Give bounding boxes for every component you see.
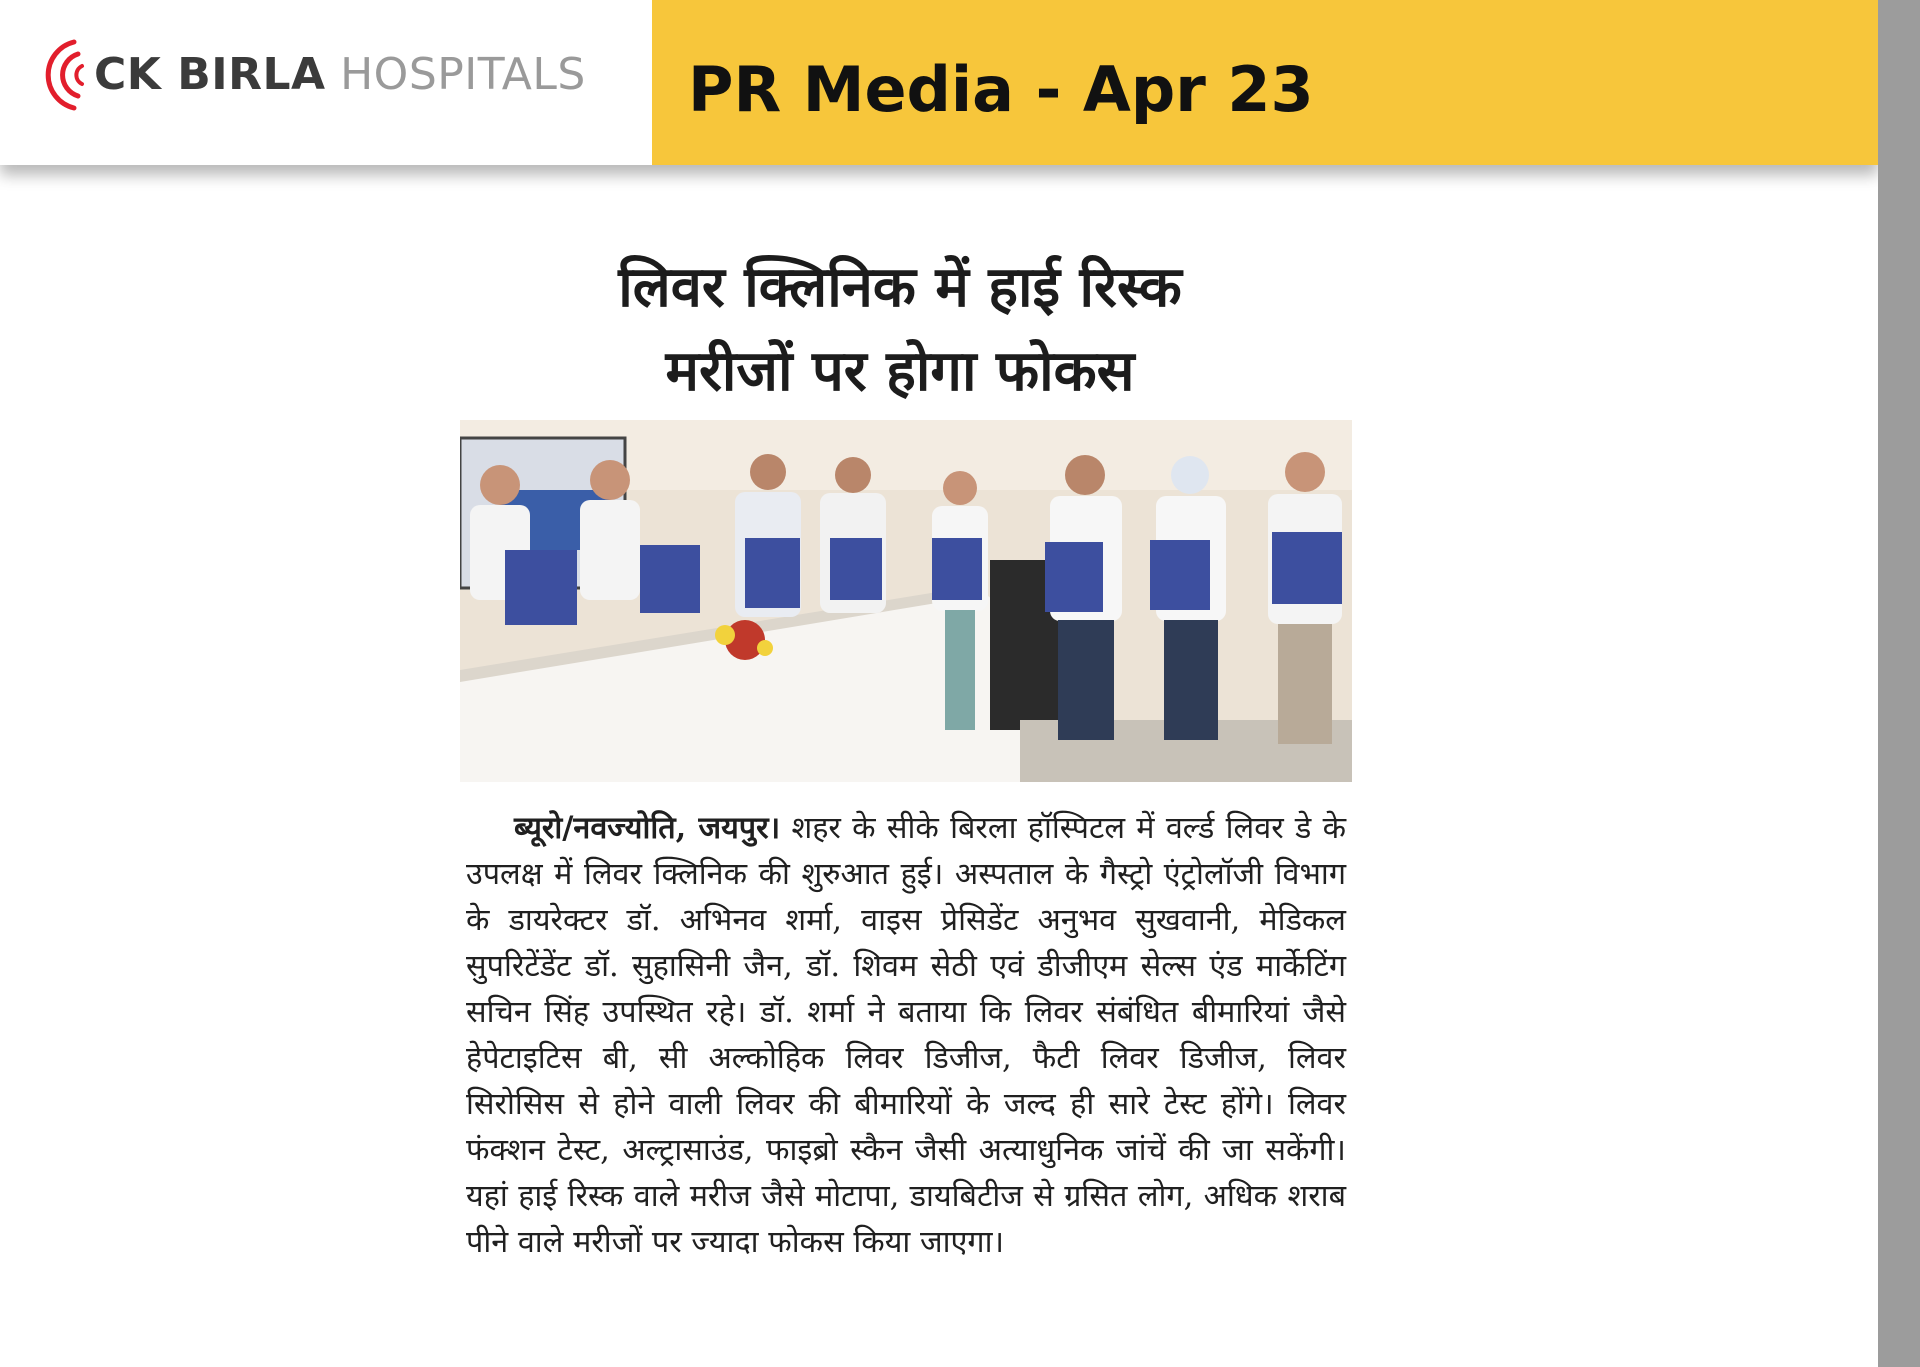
- logo-text: [94, 48, 586, 102]
- logo-sub-text: HOSPITALS: [340, 49, 586, 100]
- ck-birla-logo: [34, 36, 604, 116]
- page-header: [0, 0, 1878, 165]
- newspaper-clipping: [440, 225, 1360, 1345]
- article-body: [466, 805, 1346, 1266]
- article-headline: [440, 245, 1360, 413]
- logo-brand-text: CK BIRLA: [94, 49, 326, 100]
- headline-line-2: मरीजों पर होगा फोकस: [665, 338, 1135, 404]
- article-dateline: ब्यूरो/नवज्योति, जयपुर।: [514, 810, 781, 846]
- banner-title: PR Media - Apr 23: [688, 53, 1314, 126]
- group-photo-icon: [460, 420, 1352, 782]
- article-photo: [460, 420, 1352, 782]
- title-banner: [652, 0, 1878, 165]
- headline-line-1: लिवर क्लिनिक में हाई रिस्क: [618, 254, 1182, 320]
- ck-birla-arc-logo-icon: [34, 36, 86, 114]
- article-body-text: शहर के सीके बिरला हॉस्पिटल में वर्ल्ड लिवर डे के उपलक्ष में लिवर क्लिनिक की शुरुआत हुई। अस्पताल के गैस्ट्रो एंट्रोलॉजी विभाग के डायरेक्टर डॉ. अभिनव शर्मा, वाइस प्रेसिडेंट अनुभव सुखवानी, मेडिकल सुपरिटेंडेंट डॉ. सुहासिनी जैन, डॉ. शिवम सेठी एवं डीजीएम सेल्स एंड मार्केटिंग सचिन सिंह उपस्थित रहे। डॉ. शर्मा ने बताया कि लिवर संबंधित बीमारियां जैसे हेपेटाइटिस बी, सी अल्कोहिक लिवर डिजीज, फैटी लिवर डिजीज, लिवर सिरोसिस से होने वाली लिवर की बीमारियों के जल्द ही सारे टेस्ट होंगे। लिवर फंक्शन टेस्ट, अल्ट्रासाउंड, फाइब्रो स्कैन जैसी अत्याधुनिक जांचें की जा सकेंगी। यहां हाई रिस्क वाले मरीज जैसे मोटापा, डायबिटीज से ग्रसित लोग, अधिक शराब पीने वाले मरीजों पर ज्यादा फोकस किया जाएगा।: [466, 811, 1346, 1260]
